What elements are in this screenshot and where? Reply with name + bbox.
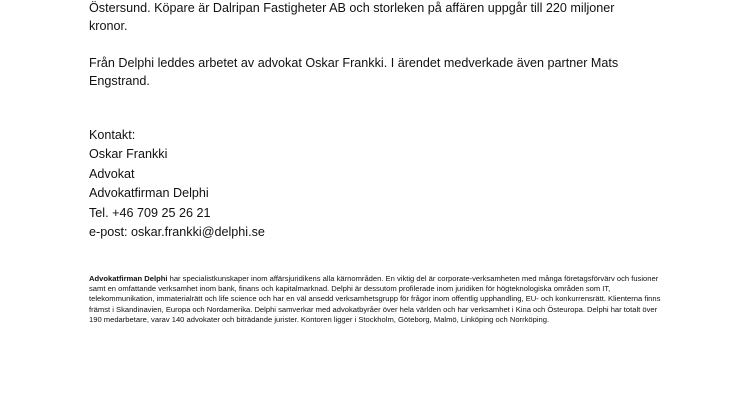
body-paragraph-transaction: Östersund. Köpare är Dalripan Fastigheter AB och storleken på affären uppgår till 220 miljoner kronor.	[89, 1, 615, 33]
contact-firm: Advokatfirman Delphi	[89, 186, 209, 201]
contact-block	[89, 126, 265, 242]
contact-phone: Tel. +46 709 25 26 21	[89, 205, 211, 220]
body-paragraph-team: Från Delphi leddes arbetet av advokat Oskar Frankki. I ärendet medverkade även partner Mats Engstrand.	[89, 56, 619, 88]
contact-heading: Kontakt:	[89, 128, 136, 142]
about-firm-text: har specialistkunskaper inom affärsjuridikens alla kärnområden. En viktig del är corporate-verksamheten med många företagsförvärv och fusioner samt en omfattande verksamhet inom bank, finans och kapitalmarknad. Delphi är dessutom profilerade inom juridiken för högteknologiska områden som IT, telekommunikation, immaterialrätt och life science och har en väl ansedd verksamhetsgrupp för frågor inom offentlig upphandling, EU- och konkurrensrätt. Klienterna finns främst i Skandinavien, Europa och Nordamerika. Delphi samverkar med advokatbyråer över hela världen och har verksamhet i Kina och Östeuropa. Delphi har totalt över 190 medarbetare, varav 140 advokater och biträdande jurister. Kontoren ligger i Stockholm, Göteborg, Malmö, Linköping och Norrköping.	[89, 274, 661, 324]
about-firm-paragraph	[89, 274, 664, 325]
contact-name: Oskar Frankki	[89, 147, 168, 162]
about-firm-name: Advokatfirman Delphi	[89, 274, 168, 283]
contact-email: e-post: oskar.frankki@delphi.se	[89, 225, 265, 240]
contact-role: Advokat	[89, 166, 135, 181]
